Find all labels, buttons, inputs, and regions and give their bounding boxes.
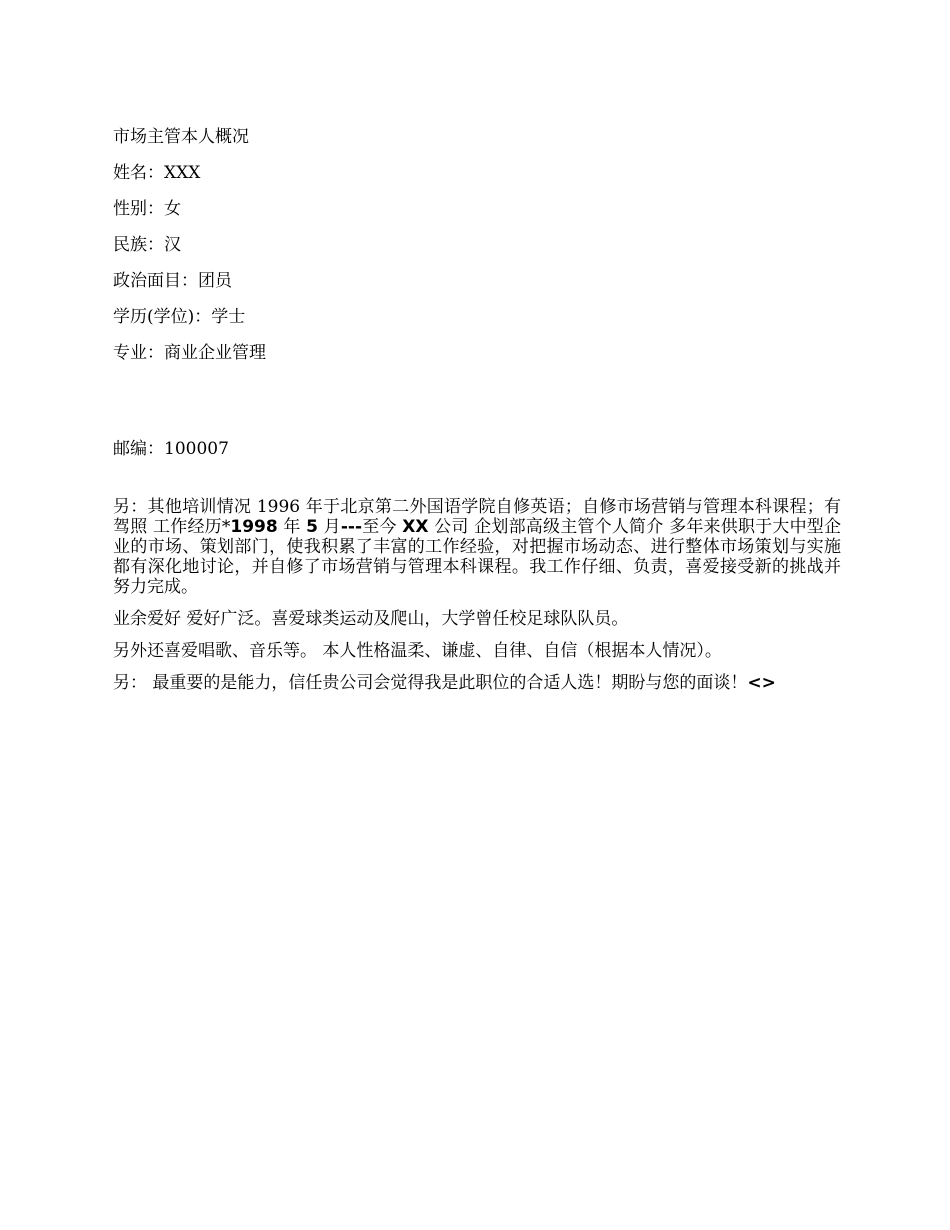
closing-mark: <> xyxy=(747,673,776,693)
doc-title: 市场主管本人概况 xyxy=(113,127,249,147)
until-now-text: 至今 xyxy=(362,517,403,537)
training-paragraph xyxy=(113,497,841,597)
ethnicity-line: 民族：汉 xyxy=(113,235,181,255)
document-page xyxy=(113,125,841,705)
dash-separator: --- xyxy=(340,517,363,537)
major-line: 专业：商业企业管理 xyxy=(113,343,266,363)
gender-line: 性别：女 xyxy=(113,199,181,219)
year-suffix: 年 xyxy=(277,517,307,537)
education-line: 学历(学位)：学士 xyxy=(113,307,246,327)
postcode-line: 邮编：100007 xyxy=(113,439,229,459)
name-line: 姓名：XXX xyxy=(113,163,201,183)
experience-text: 公司 企划部高级主管个人简介 多年来供职于大中型企业的市场、策划部门，使我积累了丰富的工作经验，对把握市场动态、进行整体市场策划与实施都有深化地讨论，并自修了市场营销与管理本科课程。我工作仔细、负责，喜爱接受新的挑战并努力完成。 xyxy=(113,517,842,597)
closing-paragraph xyxy=(113,673,841,693)
company-name: XX xyxy=(402,517,429,537)
year-value: 1998 xyxy=(230,517,278,537)
training-text: 另：其他培训情况 1996 年于北京第二外国语学院自修英语；自修市场营销与管理本科课程；有驾照 工作经历* xyxy=(113,497,841,537)
month-value: 5 xyxy=(306,517,319,537)
spacer xyxy=(113,473,841,497)
month-suffix: 月 xyxy=(318,517,341,537)
hobbies-paragraph: 业余爱好 爱好广泛。喜爱球类运动及爬山，大学曾任校足球队队员。 xyxy=(113,609,629,629)
political-line: 政治面目：团员 xyxy=(113,271,232,291)
personality-paragraph: 另外还喜爱唱歌、音乐等。 本人性格温柔、谦虚、自律、自信（根据本人情况）。 xyxy=(113,641,722,661)
spacer xyxy=(113,377,841,437)
closing-text: 另： 最重要的是能力，信任贵公司会觉得我是此职位的合适人选！期盼与您的面谈！ xyxy=(113,673,748,693)
